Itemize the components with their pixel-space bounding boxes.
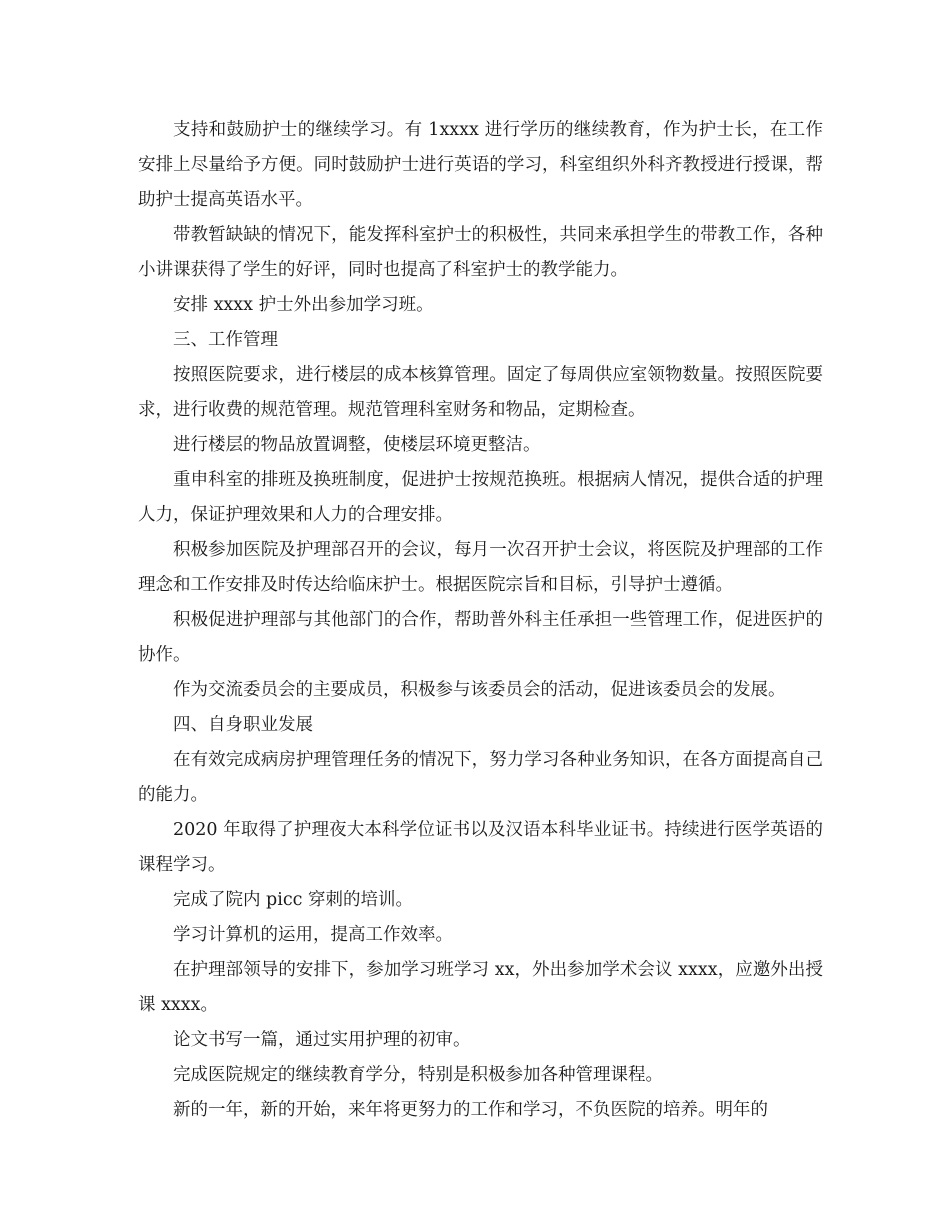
- paragraph: 按照医院要求，进行楼层的成本核算管理。固定了每周供应室领物数量。按照医院要求，进行收费的规范管理。规范管理科室财务和物品，定期检查。: [138, 365, 823, 420]
- paragraph: 支持和鼓励护士的继续学习。有 1xxxx 进行学历的继续教育，作为护士长，在工作安排上尽量给予方便。同时鼓励护士进行英语的学习，科室组织外科齐教授进行授课，帮助护士提高英语水平。: [138, 120, 823, 210]
- paragraph: 带教暂缺缺的情况下，能发挥科室护士的积极性，共同来承担学生的带教工作，各种小讲课获得了学生的好评，同时也提高了科室护士的教学能力。: [138, 225, 823, 280]
- paragraph: 安排 xxxx 护士外出参加学习班。: [173, 295, 434, 315]
- document-body: [138, 113, 823, 1128]
- paragraph: 完成了院内 picc 穿刺的培训。: [173, 890, 414, 910]
- paragraph: 积极参加医院及护理部召开的会议，每月一次召开护士会议，将医院及护理部的工作理念和工作安排及时传达给临床护士。根据医院宗旨和目标，引导护士遵循。: [138, 540, 823, 595]
- paragraph: 论文书写一篇，通过实用护理的初审。: [173, 1030, 471, 1050]
- paragraph: 完成医院规定的继续教育学分，特别是积极参加各种管理课程。: [173, 1065, 663, 1085]
- paragraph: 重申科室的排班及换班制度，促进护士按规范换班。根据病人情况，提供合适的护理人力，保证护理效果和人力的合理安排。: [138, 470, 823, 525]
- paragraph: 学习计算机的运用，提高工作效率。: [173, 925, 453, 945]
- paragraph: 积极促进护理部与其他部门的合作，帮助普外科主任承担一些管理工作，促进医护的协作。: [138, 610, 823, 665]
- section-heading: 四、自身职业发展: [173, 715, 313, 735]
- paragraph: 在护理部领导的安排下，参加学习班学习 xx，外出参加学术会议 xxxx，应邀外出授课 xxxx。: [138, 960, 823, 1015]
- paragraph: 在有效完成病房护理管理任务的情况下，努力学习各种业务知识，在各方面提高自己的能力。: [138, 750, 823, 805]
- paragraph: 进行楼层的物品放置调整，使楼层环境更整洁。: [173, 435, 541, 455]
- paragraph: 作为交流委员会的主要成员，积极参与该委员会的活动，促进该委员会的发展。: [173, 680, 786, 700]
- paragraph: 新的一年，新的开始，来年将更努力的工作和学习，不负医院的培养。明年的: [173, 1100, 768, 1120]
- paragraph: 2020 年取得了护理夜大本科学位证书以及汉语本科毕业证书。持续进行医学英语的课程学习。: [138, 820, 823, 875]
- section-heading: 三、工作管理: [173, 330, 278, 350]
